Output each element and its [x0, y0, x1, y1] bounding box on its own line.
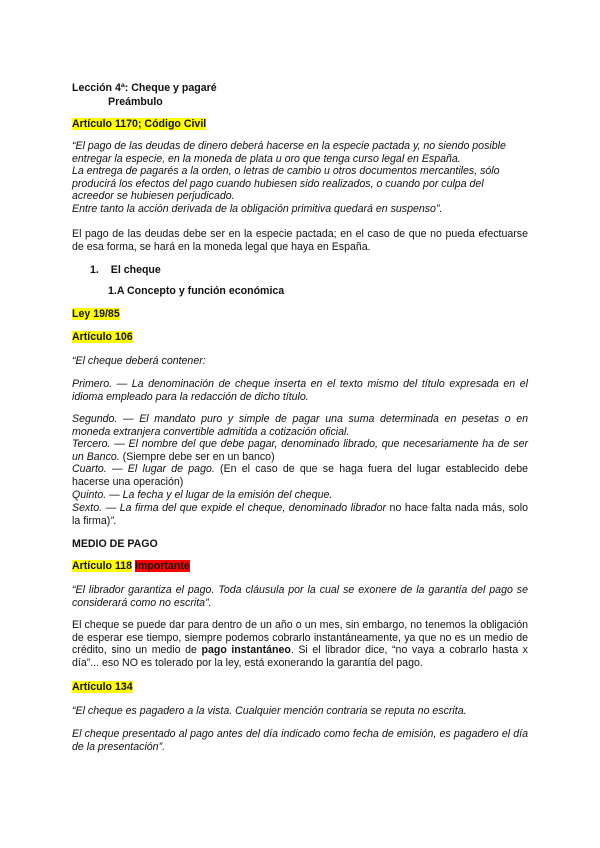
article-106-cuarto-text: Cuarto. — El lugar de pago.	[72, 463, 215, 475]
section-1-heading	[90, 264, 510, 277]
article-106-segundo: Segundo. — El mandato puro y simple de pagar una suma determinada en pesetas o en moneda extranjera convertible admitida a cotización oficial.	[72, 413, 528, 438]
article-1170-explanation: El pago de las deudas debe ser en la especie pactada; en el caso de que no pueda efectuarse de esa forma, se hará en la moneda legal que haya en España.	[72, 228, 528, 253]
section-1a-heading: 1.A Concepto y función económica	[108, 285, 285, 297]
article-134-heading-text: Artículo 134	[72, 681, 133, 693]
section-1-number: 1.	[90, 264, 99, 276]
article-118-explanation	[72, 619, 528, 669]
pago-instantaneo-emphasis: pago instantáneo	[201, 644, 291, 657]
article-106-cuarto	[72, 463, 528, 488]
article-1170-quote-line: La entrega de pagarés a la orden, o letras de cambio u otros documentos mercantiles, sólo	[72, 165, 500, 178]
article-118-quote: “El librador garantiza el pago. Toda cláusula por la cual se exonere de la garantía del pago se considerará como no escrita”.	[72, 584, 528, 609]
article-106-primero: Primero. — La denominación de cheque inserta en el texto mismo del título expresada en el idioma empleado para la redacción de dicho título.	[72, 378, 528, 403]
lesson-title: Lección 4ª: Cheque y pagaré	[72, 82, 217, 94]
article-118-explanation-start: El cheque se puede dar para dentro de un año o un mes, sin embargo, no tenemos la obligación de esperar ese tiempo, siempre podemos cobrarlo instantáneamente, ya que no es un medio de crédito, sino un medio de	[72, 619, 528, 657]
article-106-sexto-text: Sexto. — La firma del que expide el cheque, denominado librador	[72, 502, 386, 514]
article-106-heading	[72, 331, 528, 344]
article-1170-heading	[72, 118, 528, 131]
section-1-title: El cheque	[110, 264, 161, 276]
article-1170-quote	[72, 140, 528, 216]
article-118-heading-text: Artículo 118	[72, 560, 133, 572]
article-106-sexto	[72, 502, 528, 527]
article-106-sexto-note: no hace falta nada más, solo la firma)	[72, 502, 528, 527]
article-134-quote-1: “El cheque es pagadero a la vista. Cualquier mención contraria se reputa no escrita.	[72, 705, 467, 717]
article-106-tercero-note: (Siempre debe ser en un banco)	[122, 450, 275, 463]
law-heading	[72, 308, 528, 321]
article-106-heading-text: Artículo 106	[72, 331, 133, 343]
article-118-explanation-end: . Si el librador dice, “no vaya a cobrarlo hasta x día”... eso NO es tolerado por la ley, está exonerando la garantía del pago.	[72, 644, 528, 669]
article-106-tercero-text: Tercero. — El nombre del que debe pagar, denominado librado, que necesariamente ha de ser un Banco.	[72, 438, 528, 463]
law-heading-text: Ley 19/85	[72, 308, 120, 320]
article-1170-heading-text: Artículo 1170; Código Civil	[72, 118, 207, 130]
article-106-sexto-end: ”.	[110, 514, 117, 527]
medio-de-pago-heading: MEDIO DE PAGO	[72, 538, 158, 550]
article-1170-quote-line: entregar la especie, en la moneda de plata u oro que tenga curso legal en España.	[72, 152, 461, 165]
article-106-intro: “El cheque deberá contener:	[72, 355, 206, 367]
article-118-heading	[72, 560, 528, 573]
preamble-heading: Preámbulo	[108, 96, 163, 108]
article-106-cuarto-note: (En el caso de que se haga fuera del lugar establecido debe hacerse una operación)	[72, 463, 528, 488]
importante-badge: Importante	[135, 560, 190, 572]
article-106-tercero	[72, 438, 528, 463]
article-1170-quote-line: “El pago de las deudas de dinero deberá hacerse en la especie pactada y, no siendo posible	[72, 140, 506, 152]
article-106-quinto: Quinto. — La fecha y el lugar de la emisión del cheque.	[72, 489, 333, 501]
article-134-quote-2: El cheque presentado al pago antes del día indicado como fecha de emisión, es pagadero el día de la presentación”.	[72, 728, 528, 753]
article-1170-quote-line: producirá los efectos del pago cuando hubiesen sido realizados, o cuando por culpa del	[72, 177, 484, 190]
article-134-heading	[72, 681, 528, 694]
article-1170-quote-line: Entre tanto la acción derivada de la obligación primitiva quedará en suspenso”.	[72, 202, 443, 215]
article-1170-quote-line: acreedor se hubiesen perjudicado.	[72, 190, 235, 203]
